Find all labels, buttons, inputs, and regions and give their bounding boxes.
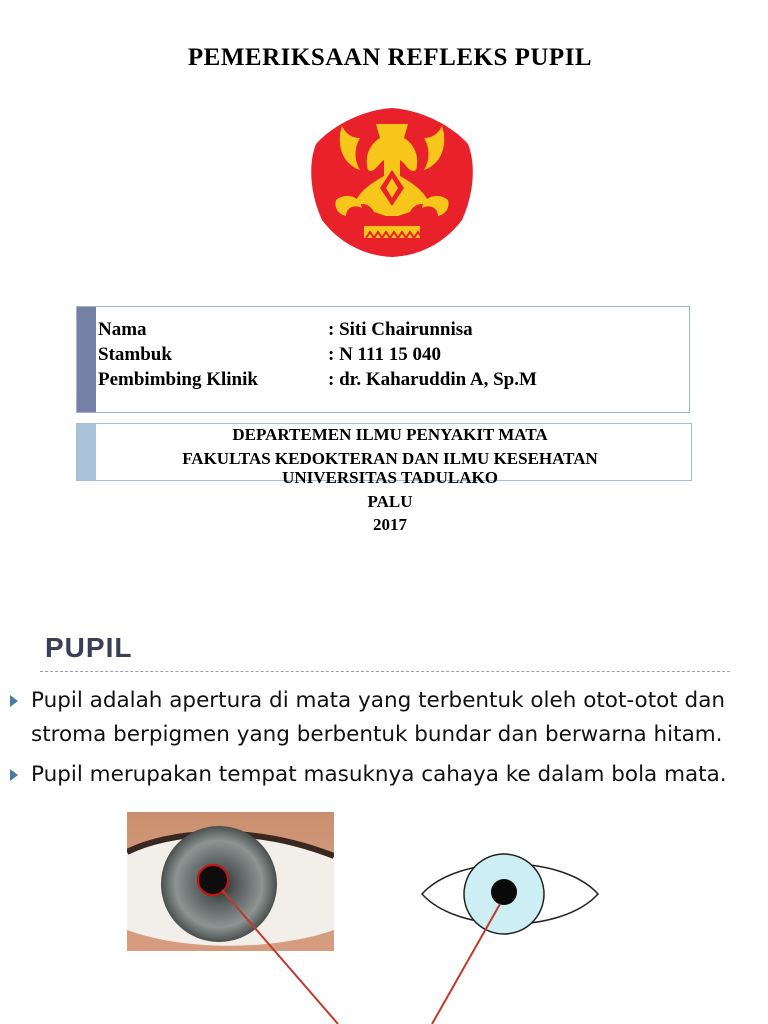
bullet-arrow-icon xyxy=(10,769,18,781)
slide-title: PEMERIKSAAN REFLEKS PUPIL xyxy=(187,44,593,71)
student-info-box xyxy=(76,306,690,413)
university-line: UNIVERSITAS TADULAKO xyxy=(282,468,498,487)
bullet-text: Pupil merupakan tempat masuknya cahaya ke dalam bola mata. xyxy=(31,762,727,787)
year-line: 2017 xyxy=(373,515,407,534)
faculty-line: FAKULTAS KEDOKTERAN DAN ILMU KESEHATAN xyxy=(182,448,598,468)
city-line: PALU xyxy=(367,491,413,511)
bullet-arrow-icon xyxy=(10,695,18,707)
department-text xyxy=(0,423,768,537)
eye-diagram xyxy=(418,850,602,938)
info-label: Nama xyxy=(98,319,147,340)
section-title: PUPIL xyxy=(45,632,133,663)
divider xyxy=(40,671,730,672)
university-crest-icon xyxy=(302,104,482,260)
accent-bar xyxy=(77,307,96,412)
department-line: DEPARTEMEN ILMU PENYAKIT MATA xyxy=(232,425,548,444)
info-value: : dr. Kaharuddin A, Sp.M xyxy=(328,369,537,390)
bullet-text: Pupil adalah apertura di mata yang terbentuk oleh otot-otot dan stroma berpigmen yang berbentuk bundar dan berwarna hitam. xyxy=(31,688,725,747)
eye-photo xyxy=(127,812,334,951)
info-value: : Siti Chairunnisa xyxy=(328,319,473,340)
info-value: : N 111 15 040 xyxy=(328,344,441,365)
info-label: Pembimbing Klinik xyxy=(98,369,258,390)
info-label: Stambuk xyxy=(98,344,172,365)
